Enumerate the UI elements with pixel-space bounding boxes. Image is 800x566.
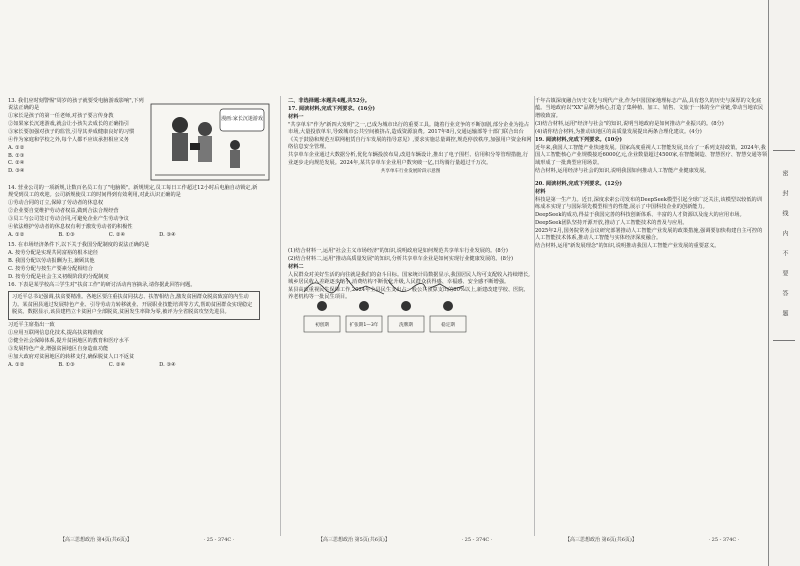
footer-text: 【高三思想政治 第4页(共6页)】 bbox=[60, 537, 132, 543]
strip-line bbox=[773, 340, 795, 341]
strip-char: 要 bbox=[781, 270, 788, 278]
q15-option: C. 按劳分配与按生产要素分配相结合 bbox=[8, 265, 93, 272]
choice[interactable]: A. ①② bbox=[8, 145, 25, 152]
r-para: 千年古镇深度融合历史文化与现代产业,作为中国国家地理标志产品,具有悠久的历史与深厚的文化底蕴。当地政府以"XX"品牌为核心,打造了集种植、加工、销售、文旅于一体的全产业链,带动当地农民增收致富。 bbox=[535, 98, 764, 119]
footer-middle bbox=[318, 536, 492, 543]
q17-para: 某县高度重视民生保障工作,2024年全县民生支出占一般公共预算支出的80%以上,新建改建学校、医院、养老机构等一批民生项目。 bbox=[288, 287, 529, 301]
q19-para: 近年来,我国人工智能产业快速发展。国家高度重视人工智能发展,出台了一系列支持政策。2024年,我国人工智能核心产业规模接近6000亿元,企业数量超过4500家,在智能制造、智慧医疗、智慧交通等领域形成了一批典型应用场景。 bbox=[535, 144, 768, 166]
q17-title: 17. 阅读材料,完成下列要求。(16分) bbox=[288, 106, 376, 112]
footer-text: 【高三思想政治 第6页(共6页)】 bbox=[565, 537, 637, 543]
r-sub3: (3)结合材料,运用"经济与社会"的知识,说明当地政府是如何推动产业振兴的。(8分) bbox=[535, 120, 724, 127]
q20-para: DeepSeek的成功,得益于我国完善的科技创新体系、丰富的人才资源以及庞大的应用市场。DeepSeek团队坚持开源开放,推动了人工智能技术的普及与应用。 bbox=[535, 212, 745, 226]
q15-stem: 15. 在市场经济条件下,以下关于我国分配制度的说法正确的是 bbox=[8, 241, 150, 248]
q16-material-box bbox=[8, 291, 260, 320]
strip-char: 答 bbox=[781, 290, 788, 298]
q16-stem: 16. 下表是某学校高三学生对"扶贫工作"的研讨活动内容摘录,请你据此回答问题。 bbox=[8, 281, 196, 288]
strip-char: 线 bbox=[781, 210, 788, 218]
footer-code: · 25 - 374C · bbox=[708, 537, 740, 543]
q16-choices bbox=[8, 362, 260, 369]
q20-sub: 结合材料,运用"新发展理念"的知识,说明推动我国人工智能产业发展的重要意义。 bbox=[535, 243, 720, 250]
choice[interactable]: C. ②④ bbox=[108, 362, 126, 369]
q15-option: A. 按劳分配是实现共同富裕的根本途径 bbox=[8, 249, 99, 256]
seal-strip bbox=[768, 0, 800, 566]
q20-para: 2025年2月,国务院常务会议研究部署推动人工智能产业发展的政策措施,强调要加快构建自主可控的人工智能技术体系,推动人工智能与实体经济深度融合。 bbox=[535, 227, 763, 242]
stage-label: 初创期 bbox=[315, 323, 329, 328]
section-heading: 二、非选择题:本题共4题,共52分。 bbox=[288, 98, 370, 104]
q14-stem: 14. 营业公司的一项新规,让数百名员工有了"电脑锁"。新规规定,员工每日工作超过12小时后电脑自动锁定,新规受到员工的欢迎。公司新规使员工的时间得到有效利用,对此认识正确的是 bbox=[8, 185, 258, 199]
q13-option: ④作为家庭和学校之外,每个人都不应该承担相应义务 bbox=[8, 137, 129, 144]
choice[interactable]: B. ①③ bbox=[58, 232, 75, 239]
chart-caption: 共享单车行业发展阶段示意图 bbox=[380, 168, 441, 174]
q14-choices bbox=[8, 232, 260, 239]
q16-box-text: 习近平总书记强调,扶贫要精准。各地区要注重扶贫同扶志、扶智相结合,激发贫困群众脱贫致富的内生动力。某贫困县通过发展特色产业、引导劳动力转移就业、开展职业技能培训等方式,帮助贫困群众实现稳定脱贫。数据显示,该县建档立卡贫困户全部脱贫,贫困发生率降为零,被评为全省脱贫攻坚先进县。 bbox=[12, 294, 253, 316]
page-right bbox=[535, 98, 767, 251]
column-divider bbox=[280, 96, 281, 536]
stage-4 bbox=[430, 284, 466, 332]
q14-option: ④依法维护劳动者的休息权有利于激发劳动者的积极性 bbox=[8, 224, 133, 231]
q15-option: D. 按劳分配是社会主义初级阶段的分配制度 bbox=[8, 273, 109, 280]
q16-line: ②健全社会保障体系,提升贫困地区的教育和医疗水平 bbox=[8, 338, 129, 345]
q13-option: ①家长是孩子的第一任老师,对孩子要言传身教 bbox=[8, 113, 114, 120]
strip-line bbox=[773, 150, 795, 151]
choice[interactable]: A. ①② bbox=[8, 232, 25, 239]
strip-char: 封 bbox=[781, 190, 788, 198]
material-label: 材料一 bbox=[288, 114, 304, 120]
q16-line: ③发展特色产业,增强贫困地区自身造血功能 bbox=[8, 346, 109, 353]
q14-option: ②企业要自觉维护劳动者权益,做到合法合规经营 bbox=[8, 208, 119, 215]
choice[interactable]: C. ②④ bbox=[8, 160, 25, 167]
q20-title: 20. 阅读材料,完成下列要求。(12分) bbox=[535, 181, 623, 188]
q19-title: 19. 阅读材料,完成下列要求。(10分) bbox=[535, 136, 623, 143]
choice[interactable]: B. ①③ bbox=[8, 152, 25, 159]
q14-option: ①劳动合同的订立,保障了劳动者的休息权 bbox=[8, 200, 104, 207]
strip-char: 不 bbox=[781, 250, 788, 258]
stage-label: 扩张期1—3年 bbox=[349, 323, 379, 328]
strip-char: 题 bbox=[781, 310, 788, 318]
stage-diagram bbox=[300, 268, 468, 336]
choice[interactable]: D. ③④ bbox=[8, 167, 25, 174]
footer-code: · 25 - 374C · bbox=[461, 537, 493, 543]
choice[interactable]: A. ①② bbox=[8, 362, 25, 369]
stage-label: 稳定期 bbox=[441, 323, 455, 328]
chart-spacer bbox=[288, 176, 533, 248]
strip-char: 密 bbox=[781, 170, 788, 178]
footer-right bbox=[565, 536, 739, 543]
q13-stem: 13. 我们应时刻警惕"周岁的孩子就要受电脑游戏影响",下列说法正确的是 bbox=[8, 98, 144, 112]
footer-code: · 25 - 374C · bbox=[203, 537, 235, 543]
footer-left bbox=[60, 536, 234, 543]
cartoon-caption: 漫画:家长沉迷游戏 bbox=[221, 116, 263, 122]
q14-option: ③员工与公司签订劳动合同,可避免企业产生劳动争议 bbox=[8, 216, 129, 223]
q13-option: ②如果家长沉迷游戏,就会让小孩失去成长的正确指引 bbox=[8, 121, 129, 128]
q16-line: ①应用互联网信息化技术,提高扶贫精准度 bbox=[8, 330, 104, 337]
q17-para: 人民群众对美好生活的向往就是我们的奋斗目标。国家统计局数据显示,我国居民人均可支配收入持续增长,城乡居民收入差距逐步缩小,消费结构不断优化升级,人民群众获得感、幸福感、安全感不断增强。 bbox=[288, 271, 530, 286]
choice[interactable]: D. ③④ bbox=[159, 232, 176, 239]
q17-sub1: (1)结合材料一,运用"社会主义市场经济"的知识,说明政府是如何规范共享单车行业发展的。(8分) bbox=[288, 247, 508, 254]
q19-sub: 结合材料,运用经济与社会的知识,说明我国如何推动人工智能产业健康发展。 bbox=[535, 167, 710, 174]
stage-1 bbox=[304, 282, 340, 332]
stage-2 bbox=[346, 278, 384, 332]
choice[interactable]: B. ①③ bbox=[58, 362, 75, 369]
material-label: 材料二 bbox=[288, 263, 304, 270]
cartoon-illustration bbox=[150, 103, 270, 181]
strip-char: 内 bbox=[781, 230, 788, 238]
q13-option: ③家长要加强对孩子的监管,引导其养成健康良好的习惯 bbox=[8, 129, 135, 136]
q16-line: 习近平主席指出一致 bbox=[8, 322, 55, 329]
q17-sub2: (2)结合材料二,运用"推动高质量发展"的知识,分析共享单车企业是如何实现行业健康发展的。(8分) bbox=[288, 255, 514, 262]
choice[interactable]: C. ②④ bbox=[108, 232, 126, 239]
q17-para: 共享单车企业通过大数据分析,优化车辆投放布局,改进车辆设计,推出了电子围栏、信用积分等管理措施,行业逐步走向规范发展。2024年,某共享单车企业用户数突破一亿,日均骑行量超过千万次。 bbox=[288, 152, 529, 166]
q15-option: B. 我国分配以劳动报酬为主,兼顾其他 bbox=[8, 257, 95, 264]
q20-para: 科技是第一生产力。近日,深度求索公司发布的DeepSeek模型引起全球广泛关注,该模型以较低的训练成本实现了与国际领先模型相当的性能,展示了中国科技企业的创新能力。 bbox=[535, 197, 762, 211]
q16-line: ④加大政府对贫困地区的转移支付,确保脱贫人口不返贫 bbox=[8, 354, 135, 361]
stage-label: 洗牌期 bbox=[399, 323, 413, 328]
footer-text: 【高三思想政治 第5页(共6页)】 bbox=[318, 537, 390, 543]
choice[interactable]: D. ③④ bbox=[159, 362, 176, 369]
q17-para: "共享单车"作为"新四大发明"之一,已成为城市出行的重要工具。随着行业竞争的不断加剧,部分企业为抢占市场,大量投放单车,导致城市公共空间被挤占,造成资源浪费。2017年8月,交通运输部等十部门联合出台《关于鼓励和规范互联网租赁自行车发展的指导意见》,要求实施总量调控,规范停放秩序,加强用户资金和网络信息安全管理。 bbox=[288, 122, 532, 151]
r-sub4: (4)请你结合材料,为推动该地区的高质量发展提出两条合理化建议。(4分) bbox=[535, 128, 702, 135]
stage-3 bbox=[388, 280, 426, 332]
q20-material: 材料 bbox=[535, 189, 546, 196]
